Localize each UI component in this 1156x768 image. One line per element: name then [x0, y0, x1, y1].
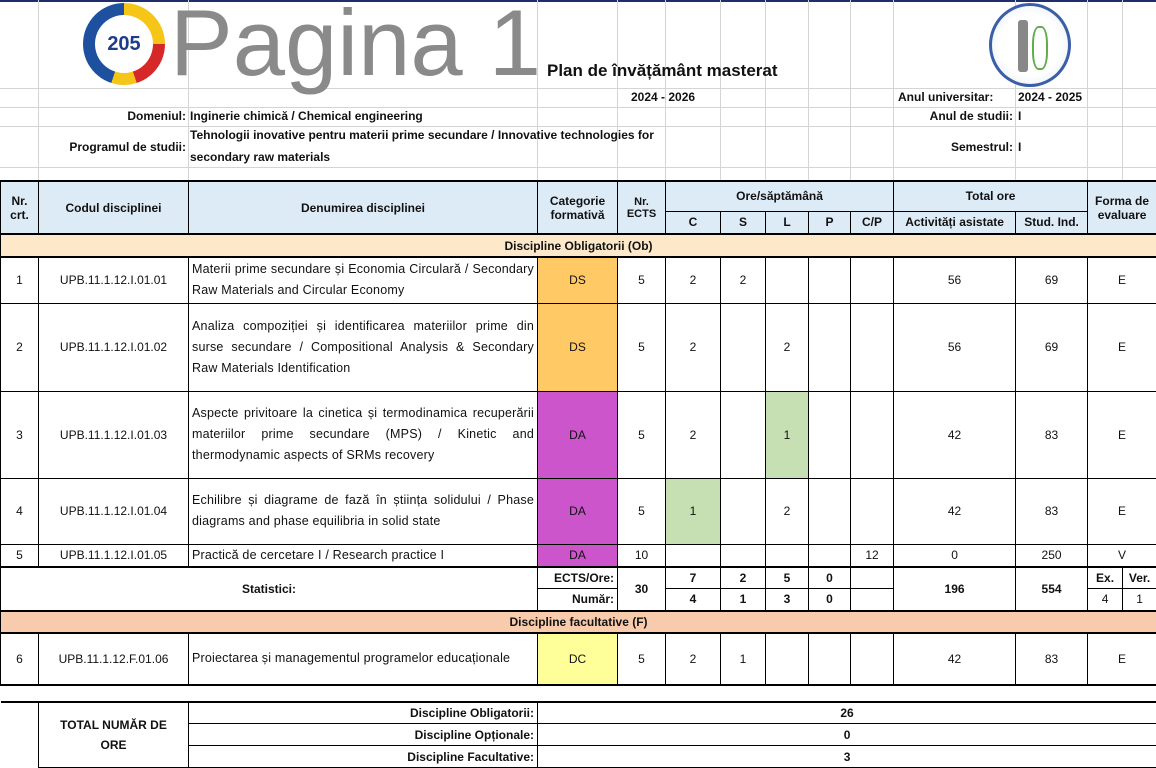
col-nr: Nr. crt.	[1, 181, 39, 234]
hours-cp: 12	[851, 544, 894, 567]
col-individual: Stud. Ind.	[1016, 211, 1088, 234]
exam-label: Ex.	[1088, 567, 1123, 589]
hours-c: 1	[666, 478, 721, 544]
discipline-code: UPB.11.1.12.I.01.02	[39, 303, 189, 391]
page-title: Plan de învățământ masterat	[547, 61, 778, 81]
hours-p	[809, 478, 851, 544]
stats-hours-c: 7	[666, 567, 721, 589]
assisted-hours: 0	[894, 544, 1016, 567]
verification-label: Ver.	[1123, 567, 1156, 589]
discipline-code: UPB.11.1.12.I.01.05	[39, 544, 189, 567]
stats-count-l: 3	[766, 589, 809, 611]
program-label: Programul de studii:	[0, 140, 186, 154]
gridline	[1122, 0, 1123, 180]
university-logo	[83, 3, 165, 85]
hours-cp	[851, 303, 894, 391]
category-badge: DS	[538, 303, 618, 391]
ects-hours-label: ECTS/Ore:	[538, 567, 618, 589]
evaluation-form: E	[1088, 303, 1156, 391]
evaluation-form: E	[1088, 478, 1156, 544]
hours-p	[809, 257, 851, 303]
gridline	[0, 107, 1156, 108]
totals-item-label: Discipline Opționale:	[189, 724, 538, 746]
row-nr: 2	[1, 303, 39, 391]
totals-label: TOTAL NUMĂR DE ORE	[39, 702, 189, 768]
section-title: Discipline Obligatorii (Ob)	[1, 234, 1156, 257]
program-value-line1: Tehnologii inovative pentru materii prime secundare / Innovative technologies for	[190, 128, 654, 142]
gridline	[0, 126, 1156, 127]
count-label: Număr:	[538, 589, 618, 611]
hours-c: 2	[666, 391, 721, 478]
col-name: Denumirea disciplinei	[189, 181, 538, 234]
curriculum-table	[0, 180, 1156, 768]
semester-value: I	[1018, 140, 1021, 154]
discipline-code: UPB.11.1.12.F.01.06	[39, 633, 189, 685]
discipline-name: Echilibre și diagrame de fază în știința solidului / Phase diagrams and phase equilibria in solid state	[189, 478, 538, 544]
faculty-logo	[989, 3, 1071, 87]
stats-hours-s: 2	[721, 567, 766, 589]
hours-l	[766, 544, 809, 567]
row-nr: 3	[1, 391, 39, 478]
totals-item-value: 26	[538, 702, 1156, 724]
discipline-code: UPB.11.1.12.I.01.03	[39, 391, 189, 478]
discipline-name: Proiectarea și managementul programelor educaționale	[189, 633, 538, 685]
assisted-hours: 56	[894, 257, 1016, 303]
stats-count-c: 4	[666, 589, 721, 611]
exam-count: 4	[1088, 589, 1123, 611]
hours-s	[721, 303, 766, 391]
evaluation-form: E	[1088, 633, 1156, 685]
discipline-row	[1, 391, 1156, 478]
totals-row	[1, 702, 1156, 724]
col-p: P	[809, 211, 851, 234]
category-badge: DA	[538, 478, 618, 544]
category-badge: DA	[538, 391, 618, 478]
university-logo-mark: 205	[95, 15, 153, 73]
row-nr: 5	[1, 544, 39, 567]
hours-l: 2	[766, 303, 809, 391]
academic-year-value: 2024 - 2025	[1018, 90, 1082, 104]
col-ects: Nr. ECTS	[618, 181, 666, 234]
hours-cp	[851, 633, 894, 685]
section-title: Discipline facultative (F)	[1, 611, 1156, 633]
stats-individual: 554	[1016, 567, 1088, 611]
category-badge: DS	[538, 257, 618, 303]
hours-s: 1	[721, 633, 766, 685]
period: 2024 - 2026	[631, 90, 695, 104]
hours-s	[721, 391, 766, 478]
col-cp: C/P	[851, 211, 894, 234]
row-nr: 6	[1, 633, 39, 685]
discipline-row	[1, 303, 1156, 391]
discipline-code: UPB.11.1.12.I.01.01	[39, 257, 189, 303]
discipline-name: Practică de cercetare I / Research practice I	[189, 544, 538, 567]
hours-p	[809, 303, 851, 391]
hours-cp	[851, 391, 894, 478]
page-watermark: Pagina 1	[170, 0, 541, 90]
discipline-name: Materii prime secundare și Economia Circulară / Secondary Raw Materials and Circular Economy	[189, 257, 538, 303]
study-year-label: Anul de studii:	[0, 109, 1013, 123]
ects-value: 10	[618, 544, 666, 567]
hours-c: 2	[666, 257, 721, 303]
empty	[1, 724, 39, 746]
ects-value: 5	[618, 633, 666, 685]
assisted-hours: 42	[894, 478, 1016, 544]
ects-value: 5	[618, 478, 666, 544]
hours-c: 2	[666, 303, 721, 391]
individual-hours: 83	[1016, 633, 1088, 685]
hours-l	[766, 257, 809, 303]
domain-value: Inginerie chimică / Chemical engineering	[190, 109, 423, 123]
page-top-border	[0, 0, 1156, 2]
column-icon	[1018, 20, 1028, 72]
gridline	[0, 167, 1156, 168]
stats-count-p: 0	[809, 589, 851, 611]
dna-icon	[1032, 26, 1048, 70]
assisted-hours: 42	[894, 633, 1016, 685]
col-hours-week: Ore/săptămână	[666, 181, 894, 211]
gridline	[0, 88, 1156, 89]
discipline-row	[1, 544, 1156, 567]
spacer	[1, 685, 1156, 702]
individual-hours: 83	[1016, 478, 1088, 544]
empty	[1, 702, 39, 724]
discipline-row	[1, 478, 1156, 544]
hours-c	[666, 544, 721, 567]
header-row	[1, 181, 1156, 211]
category-badge: DA	[538, 544, 618, 567]
evaluation-form: E	[1088, 391, 1156, 478]
hours-s: 2	[721, 257, 766, 303]
discipline-row	[1, 633, 1156, 685]
col-category: Categorie formativă	[538, 181, 618, 234]
ects-value: 5	[618, 257, 666, 303]
discipline-name: Aspecte privitoare la cinetica și termodinamica recuperării materiilor prime secundare (MPS) / Kinetic and thermodynamic aspects of SRMs recovery	[189, 391, 538, 478]
row-nr: 1	[1, 257, 39, 303]
individual-hours: 83	[1016, 391, 1088, 478]
col-total: Total ore	[894, 181, 1088, 211]
col-l: L	[766, 211, 809, 234]
spacer-row	[1, 685, 1156, 702]
totals-item-label: Discipline Obligatorii:	[189, 702, 538, 724]
stats-count-s: 1	[721, 589, 766, 611]
stats-cp	[851, 589, 894, 611]
col-c: C	[666, 211, 721, 234]
stats-label: Statistici:	[1, 567, 538, 611]
stats-assisted: 196	[894, 567, 1016, 611]
individual-hours: 69	[1016, 303, 1088, 391]
category-badge: DC	[538, 633, 618, 685]
row-nr: 4	[1, 478, 39, 544]
domain-label: Domeniul:	[0, 109, 186, 123]
evaluation-form: V	[1088, 544, 1156, 567]
hours-l	[766, 633, 809, 685]
hours-l: 1	[766, 391, 809, 478]
assisted-hours: 56	[894, 303, 1016, 391]
stats-cp	[851, 567, 894, 589]
assisted-hours: 42	[894, 391, 1016, 478]
hours-s	[721, 478, 766, 544]
gridline	[1087, 0, 1088, 180]
col-evaluation: Forma de evaluare	[1088, 181, 1156, 234]
col-s: S	[721, 211, 766, 234]
hours-cp	[851, 478, 894, 544]
evaluation-form: E	[1088, 257, 1156, 303]
academic-year-label: Anul universitar:	[898, 90, 993, 104]
semester-label: Semestrul:	[0, 140, 1013, 154]
totals-item-value: 0	[538, 724, 1156, 746]
individual-hours: 250	[1016, 544, 1088, 567]
hours-s	[721, 544, 766, 567]
ects-value: 5	[618, 391, 666, 478]
program-value-line2: secondary raw materials	[190, 150, 330, 164]
section-facultative	[1, 611, 1156, 633]
study-year-value: I	[1018, 109, 1021, 123]
col-code: Codul disciplinei	[39, 181, 189, 234]
totals-item-value: 3	[538, 746, 1156, 768]
hours-cp	[851, 257, 894, 303]
hours-c: 2	[666, 633, 721, 685]
col-assisted: Activități asistate	[894, 211, 1016, 234]
stats-ects: 30	[618, 567, 666, 611]
totals-item-label: Discipline Facultative:	[189, 746, 538, 768]
hours-p	[809, 633, 851, 685]
stats-row	[1, 567, 1156, 589]
stats-hours-l: 5	[766, 567, 809, 589]
discipline-code: UPB.11.1.12.I.01.04	[39, 478, 189, 544]
ects-value: 5	[618, 303, 666, 391]
discipline-row	[1, 257, 1156, 303]
section-obligatorii	[1, 234, 1156, 257]
empty	[1, 746, 39, 768]
verification-count: 1	[1123, 589, 1156, 611]
discipline-name: Analiza compoziției și identificarea materiilor prime din surse secundare / Compositional Analysis & Secondary Raw Materials Identification	[189, 303, 538, 391]
hours-l: 2	[766, 478, 809, 544]
hours-p	[809, 544, 851, 567]
individual-hours: 69	[1016, 257, 1088, 303]
stats-hours-p: 0	[809, 567, 851, 589]
hours-p	[809, 391, 851, 478]
